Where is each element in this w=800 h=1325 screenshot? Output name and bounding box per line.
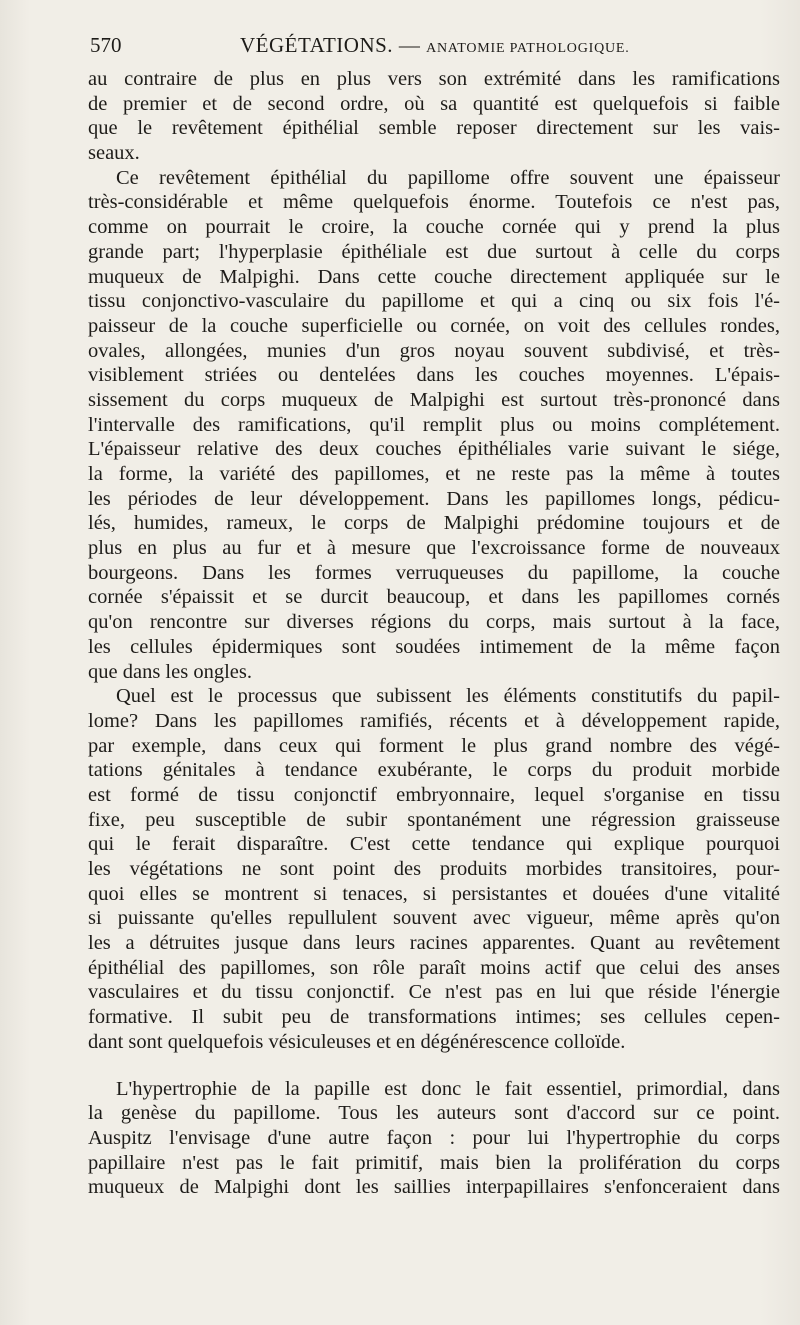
paragraph-gap <box>88 1055 780 1077</box>
text-line: la forme, la variété des papillomes, et ne reste pas la même à toutes <box>88 463 780 485</box>
text-line: la genèse du papillome. Tous les auteurs sont d'accord sur ce point. <box>88 1102 780 1125</box>
text-line: au contraire de plus en plus vers son extrémité dans les ramifications <box>88 68 780 90</box>
text-line: qu'on rencontre sur diverses régions du corps, mais surtout à la face, <box>88 611 780 634</box>
text-line: qui le ferait disparaître. C'est cette tendance qui explique pourquoi <box>88 833 780 856</box>
text-line: muqueux de Malpighi dont les saillies interpapillaires s'enfonceraient dans <box>88 1176 780 1199</box>
text-line: vasculaires et du tissu conjonctif. Ce n'est pas en lui que réside l'énergie <box>88 981 780 1004</box>
text-line: Quel est le processus que subissent les éléments constitutifs du papil- <box>116 685 780 708</box>
section-subtitle: ANATOMIE PATHOLOGIQUE. <box>426 41 630 56</box>
text-line: lome? Dans les papillomes ramifiés, récents et à développement rapide, <box>88 709 780 732</box>
text-line: formative. Il subit peu de transformations intimes; ses cellules cepen- <box>88 1006 780 1029</box>
text-line: Ce revêtement épithélial du papillome offre souvent une épaisseur <box>116 166 780 189</box>
running-title <box>240 31 630 63</box>
text-line: dant sont quelquefois vésiculeuses et en dégénérescence colloïde. <box>88 1030 626 1053</box>
text-line: grande part; l'hyperplasie épithéliale est due surtout à celle du corps <box>88 240 780 263</box>
title-separator: — <box>398 33 421 57</box>
text-line: épithélial des papillomes, son rôle paraît moins actif que celui des anses <box>88 956 780 979</box>
text-line: les cellules épidermiques sont soudées intimement de la même façon <box>88 635 780 658</box>
text-line: ovales, allongées, munies d'un gros noyau souvent subdivisé, et très- <box>88 339 780 362</box>
text-line: par exemple, dans ceux qui forment le plus grand nombre des végé- <box>88 734 780 757</box>
body-text <box>88 67 780 1200</box>
text-line: l'intervalle des ramifications, qu'il remplit plus ou moins complétement. <box>88 413 780 436</box>
text-line: tations génitales à tendance exubérante, le corps du produit morbide <box>88 759 780 782</box>
text-line: quoi elles se montrent si tenaces, si persistantes et douées d'une vitalité <box>88 882 780 905</box>
page-number: 570 <box>90 33 122 57</box>
text-line: paisseur de la couche superficielle ou cornée, on voit des cellules rondes, <box>88 314 780 337</box>
text-line: fixe, peu susceptible de subir spontanément une régression graisseuse <box>88 808 780 831</box>
text-line: les végétations ne sont point des produits morbides transitoires, pour- <box>88 858 780 880</box>
text-line: muqueux de Malpighi. Dans cette couche directement appliquée sur le <box>88 265 780 288</box>
text-line: plus en plus au fur et à mesure que l'excroissance forme de nouveaux <box>88 537 780 560</box>
text-line: que dans les ongles. <box>88 660 252 683</box>
chapter-title: VÉGÉTATIONS. <box>240 33 394 57</box>
text-line: sissement du corps muqueux de Malpighi est surtout très-prononcé dans <box>88 388 780 411</box>
text-line: L'hypertrophie de la papille est donc le fait essentiel, primordial, dans <box>116 1077 780 1100</box>
text-line: les a détruites jusque dans leurs racines apparentes. Quant au revêtement <box>88 932 780 955</box>
text-line: que le revêtement épithélial semble reposer directement sur les vais- <box>88 117 780 140</box>
text-line: visiblement striées ou dentelées dans les couches moyennes. L'épais- <box>88 364 780 387</box>
text-line: Auspitz l'envisage d'une autre façon : pour lui l'hypertrophie du corps <box>88 1126 780 1149</box>
text-line: seaux. <box>88 142 140 165</box>
text-line: cornée s'épaissit et se durcit beaucoup, et dans les papillomes cornés <box>88 586 780 609</box>
text-line: de premier et de second ordre, où sa quantité est quelquefois si faible <box>88 92 780 115</box>
text-line: les périodes de leur développement. Dans les papillomes longs, pédicu- <box>88 487 780 510</box>
running-header <box>90 31 780 59</box>
text-line: si puissante qu'elles repullulent souvent avec vigueur, même après qu'on <box>88 907 780 930</box>
text-line: comme on pourrait le croire, la couche cornée qui y prend la plus <box>88 216 780 239</box>
text-line: lés, humides, rameux, le corps de Malpighi prédomine toujours et de <box>88 512 780 535</box>
text-line: L'épaisseur relative des deux couches épithéliales varie suivant le siége, <box>88 438 780 461</box>
text-line: très-considérable et même quelquefois énorme. Toutefois ce n'est pas, <box>88 191 780 214</box>
text-line: est formé de tissu conjonctif embryonnaire, lequel s'organise en tissu <box>88 783 780 806</box>
text-line: papillaire n'est pas le fait primitif, mais bien la prolifération du corps <box>88 1151 780 1174</box>
text-line: tissu conjonctivo-vasculaire du papillome et qui a cinq ou six fois l'é- <box>88 290 780 313</box>
text-line: bourgeons. Dans les formes verruqueuses du papillome, la couche <box>88 561 780 584</box>
